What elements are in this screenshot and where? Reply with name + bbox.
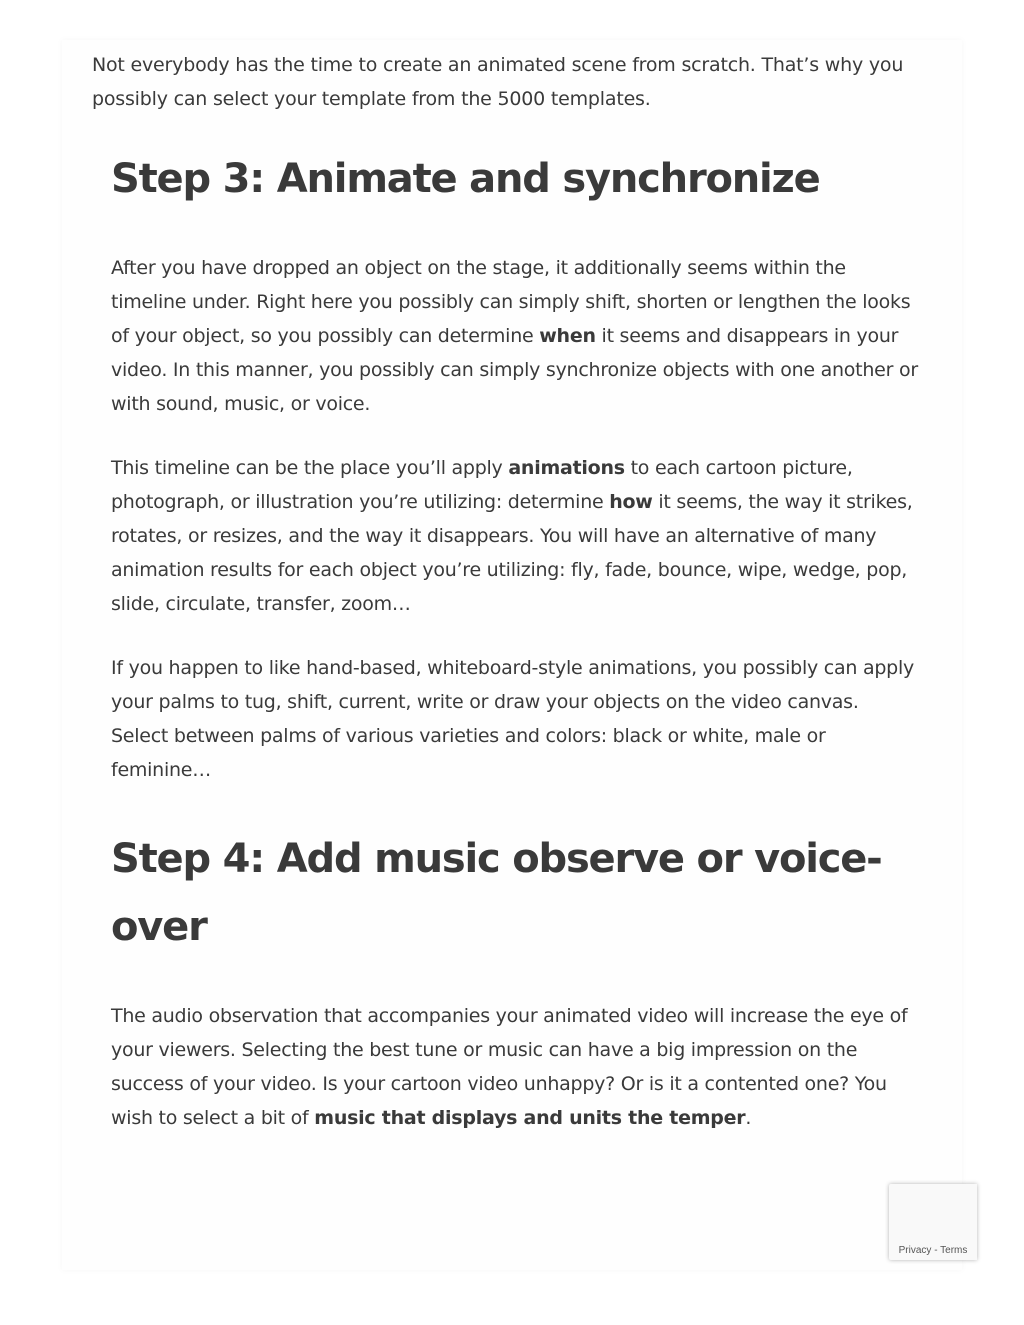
step3-paragraph-3: If you happen to like hand-based, whiteboard-style animations, you possibly can apply your palms to tug, shift, current, write or draw your objects on the video canvas. Select between palms of various varieties and colors: black or white, male or feminine… [111,657,915,781]
recaptcha-links [889,1245,977,1256]
text-span: This timeline can be the place you’ll apply [111,457,509,479]
text-span: it seems, the way it strikes, rotates, or resizes, and the way it disappears. You will have an alternative of many animation results for each object you’re utilizing: fly, fade, bounce, wipe, wedge, pop, slide, circulate, transfer, zoom… [111,491,913,615]
bold-animations: animations [508,457,625,479]
bold-how: how [609,491,653,513]
step4-heading: Step 4: Add music observe or voice-over [111,836,882,950]
link-separator: - [931,1245,941,1256]
privacy-link[interactable]: Privacy [898,1245,932,1256]
recaptcha-badge[interactable] [889,1184,977,1260]
terms-link[interactable]: Terms [940,1245,968,1256]
bold-when: when [539,325,596,347]
text-span: . [745,1107,752,1129]
bold-music-temper: music that displays and units the temper [314,1107,746,1129]
article-content [111,145,921,1135]
step4-paragraph-1 [111,999,921,1135]
text-span: to each cartoon picture, photograph, or illustration you’re utilizing: determine [111,457,853,513]
text-span: After you have dropped an object on the stage, it additionally seems within the timeline under. Right here you possibly can simply shift, shorten or lengthen the looks of your object, so you possibly can determine [111,257,911,347]
step3-paragraph-2 [111,451,921,621]
step3-heading: Step 3: Animate and synchronize [111,156,820,202]
text-span: The audio observation that accompanies your animated video will increase the eye of your viewers. Selecting the best tune or music can have a big impression on the success of your video. Is your cartoon video unhappy? Or is it a contented one? You wish to select a bit of [111,1005,908,1129]
step3-paragraph-1 [111,251,921,421]
intro-paragraph: Not everybody has the time to create an animated scene from scratch. That’s why you possibly can select your template from the 5000 templates. [92,54,904,110]
text-span: it seems and disappears in your video. In this manner, you possibly can simply synchronize objects with one another or with sound, music, or voice. [111,325,918,415]
